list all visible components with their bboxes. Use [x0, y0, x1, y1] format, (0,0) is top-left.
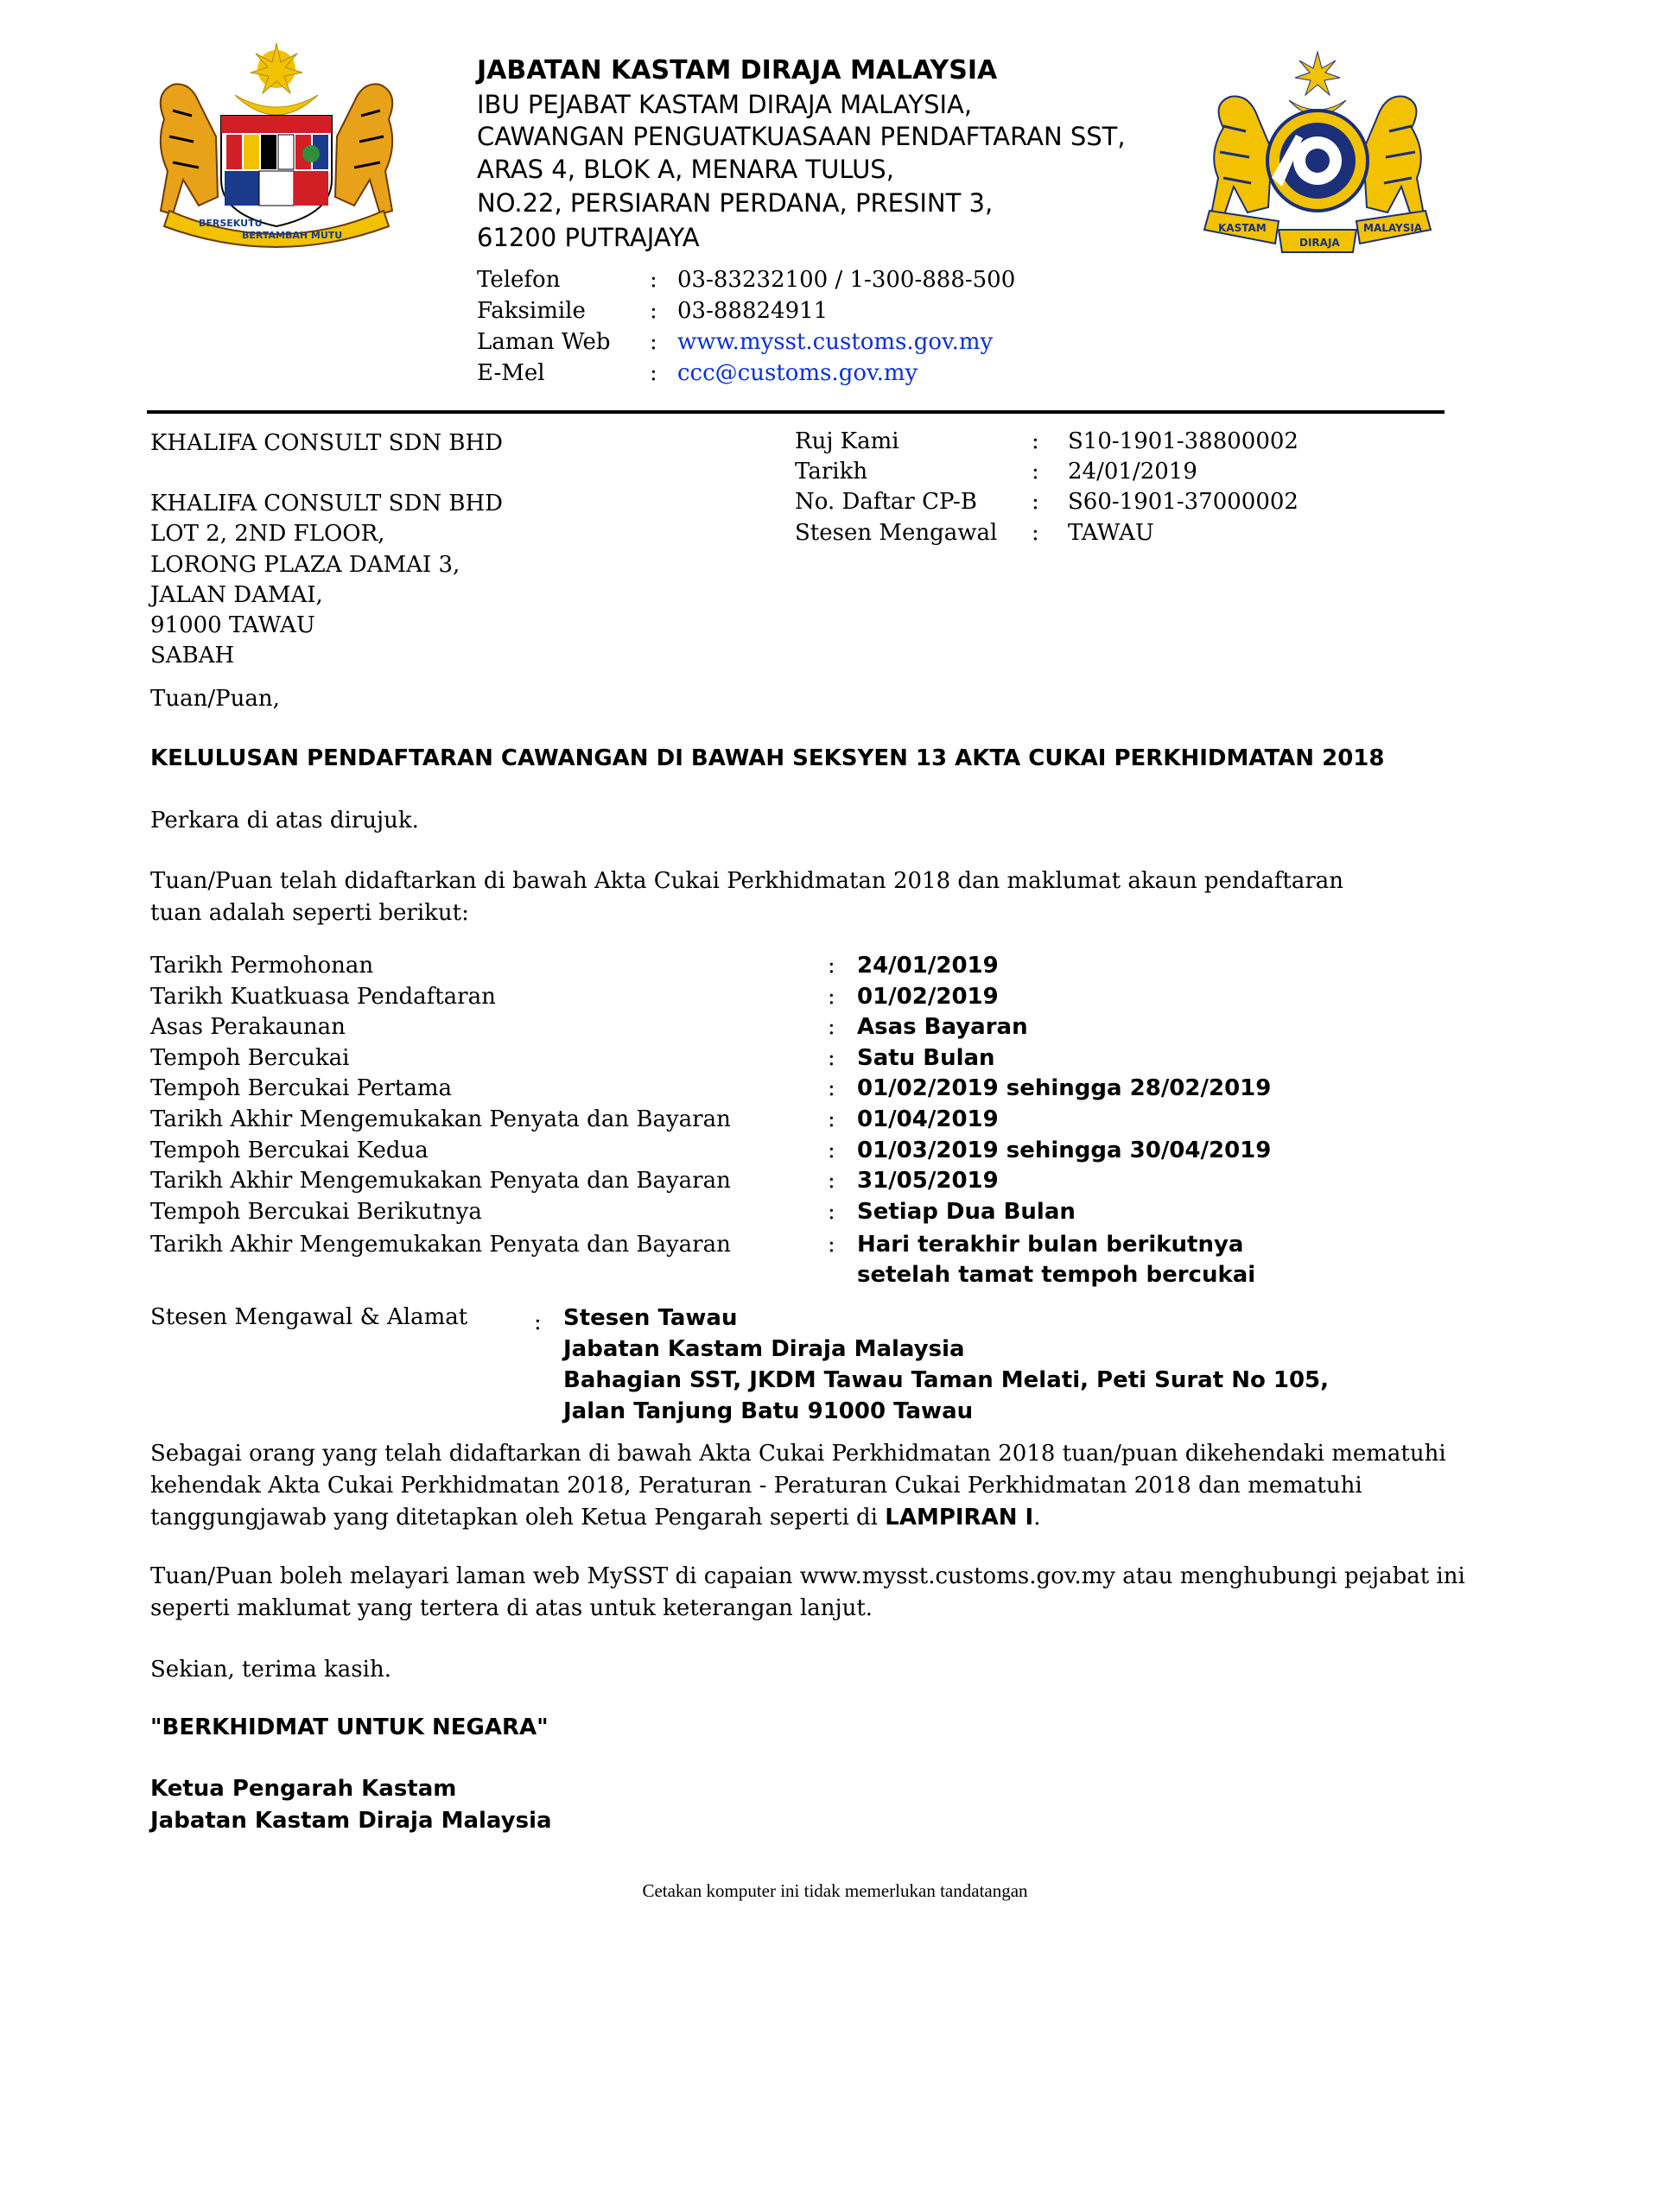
info-value: Satu Bulan	[857, 1045, 995, 1071]
info-separator: :	[828, 953, 835, 979]
info-separator: :	[828, 1045, 835, 1071]
station-address-line: Jalan Tanjung Batu 91000 Tawau	[563, 1398, 974, 1424]
info-value: 31/05/2019	[857, 1168, 999, 1194]
info-label: Tarikh Akhir Mengemukakan Penyata dan Bayaran	[150, 1232, 731, 1258]
svg-text:DIRAJA: DIRAJA	[1299, 237, 1340, 249]
info-value: 01/02/2019	[857, 984, 999, 1010]
station-separator: :	[534, 1309, 542, 1335]
info-value: Setiap Dua Bulan	[857, 1199, 1076, 1225]
info-label: Tarikh Akhir Mengemukakan Penyata dan Bayaran	[150, 1168, 731, 1194]
recipient-address-line: JALAN DAMAI,	[150, 582, 323, 608]
info-separator: :	[828, 1232, 835, 1258]
contact-label: Laman Web	[477, 329, 611, 355]
info-row-continuation	[150, 1259, 1360, 1290]
info-label: Asas Perakaunan	[150, 1014, 346, 1040]
closing: Sekian, terima kasih.	[150, 1657, 391, 1683]
reference-separator: :	[1032, 459, 1039, 485]
info-row	[150, 950, 1360, 981]
reference-value: 24/01/2019	[1068, 459, 1197, 485]
obligations-text: Sebagai orang yang telah didaftarkan di bawah Akta Cukai Perkhidmatan 2018 tuan/puan dikehendaki mematuhi kehendak Akta Cukai Perkhidmatan 2018, Peraturan - Peraturan Cukai Perkhidmatan 2018 dan mematuhi tanggungjawab yang ditetapkan oleh Ketua Pengarah seperti di	[150, 1441, 1446, 1531]
contact-separator: :	[650, 329, 657, 355]
info-label: Tarikh Akhir Mengemukakan Penyata dan Bayaran	[150, 1106, 731, 1132]
reference-value: TAWAU	[1068, 520, 1154, 546]
info-row	[150, 1135, 1360, 1166]
info-row	[150, 981, 1360, 1012]
reference-label: Tarikh	[795, 459, 868, 485]
reference-separator: :	[1032, 428, 1039, 454]
info-separator: :	[828, 1138, 835, 1163]
salutation: Tuan/Puan,	[150, 686, 280, 712]
info-row	[150, 1229, 1360, 1260]
info-separator: :	[828, 984, 835, 1010]
info-label: Tempoh Bercukai Kedua	[150, 1138, 429, 1163]
paragraph-mysst: Tuan/Puan boleh melayari laman web MySST di capaian www.mysst.customs.gov.my atau menghubungi pejabat ini seperti maklumat yang tertera di atas untuk keterangan lanjut.	[150, 1563, 1465, 1621]
paragraph-intro: Perkara di atas dirujuk.	[150, 808, 419, 833]
recipient-name: KHALIFA CONSULT SDN BHD	[150, 430, 503, 456]
info-row	[150, 1104, 1360, 1135]
info-separator: :	[828, 1168, 835, 1194]
obligations-end: .	[1033, 1505, 1041, 1531]
info-value: Asas Bayaran	[857, 1014, 1028, 1040]
reference-value: S60-1901-37000002	[1068, 489, 1299, 515]
header-address-line: NO.22, PERSIARAN PERDANA, PRESINT 3,	[477, 188, 994, 218]
svg-text:KASTAM: KASTAM	[1218, 222, 1267, 234]
footer-note: Cetakan komputer ini tidak memerlukan tandatangan	[642, 1880, 1028, 1901]
header-divider	[147, 410, 1445, 414]
reference-separator: :	[1032, 489, 1039, 515]
recipient-address-line: KHALIFA CONSULT SDN BHD	[150, 491, 503, 517]
kastam-diraja-malaysia-crest-icon	[1192, 48, 1443, 259]
info-row	[150, 1196, 1360, 1227]
svg-text:BERTAMBAH MUTU: BERTAMBAH MUTU	[242, 230, 343, 241]
paragraph-registration: Tuan/Puan telah didaftarkan di bawah Akta Cukai Perkhidmatan 2018 dan maklumat akaun pendaftaran tuan adalah seperti berikut:	[150, 868, 1344, 926]
station-label: Stesen Mengawal & Alamat	[150, 1304, 468, 1330]
info-row	[150, 1165, 1360, 1196]
signature-block	[150, 1773, 552, 1837]
info-label: Tempoh Bercukai Pertama	[150, 1075, 452, 1101]
reference-value: S10-1901-38800002	[1068, 428, 1299, 454]
station-address	[563, 1302, 1329, 1427]
info-value: 01/04/2019	[857, 1106, 999, 1132]
info-label: Tarikh Kuatkuasa Pendaftaran	[150, 984, 496, 1010]
info-value: setelah tamat tempoh bercukai	[857, 1262, 1256, 1288]
reference-label: Ruj Kami	[795, 428, 899, 454]
website-link[interactable]: www.mysst.customs.gov.my	[677, 329, 994, 355]
info-separator: :	[828, 1014, 835, 1040]
info-label: Tempoh Bercukai Berikutnya	[150, 1199, 482, 1225]
contact-label: E-Mel	[477, 360, 545, 386]
header-address-line: 61200 PUTRAJAYA	[477, 223, 700, 252]
motto: "BERKHIDMAT UNTUK NEGARA"	[150, 1714, 549, 1740]
paragraph-obligations	[150, 1438, 1498, 1534]
reference-separator: :	[1032, 520, 1039, 546]
contact-value: 03-88824911	[677, 298, 829, 324]
header-address-line: IBU PEJABAT KASTAM DIRAJA MALAYSIA,	[477, 90, 973, 119]
info-value: 01/02/2019 sehingga 28/02/2019	[857, 1075, 1272, 1101]
letter-subject: KELULUSAN PENDAFTARAN CAWANGAN DI BAWAH SEKSYEN 13 AKTA CUKAI PERKHIDMATAN 2018	[150, 745, 1385, 771]
info-value: 01/03/2019 sehingga 30/04/2019	[857, 1138, 1272, 1163]
malaysia-coat-of-arms-icon	[138, 41, 415, 249]
contact-label: Faksimile	[477, 298, 586, 324]
contact-label: Telefon	[477, 267, 561, 293]
reference-label: No. Daftar CP-B	[795, 489, 977, 515]
header-address-line: CAWANGAN PENGUATKUASAAN PENDAFTARAN SST,	[477, 122, 1126, 151]
signature-line: Ketua Pengarah Kastam	[150, 1776, 457, 1802]
lampiran-reference: LAMPIRAN I	[885, 1505, 1034, 1531]
department-title: JABATAN KASTAM DIRAJA MALAYSIA	[477, 55, 998, 86]
info-value: 24/01/2019	[857, 953, 999, 979]
reference-label: Stesen Mengawal	[795, 520, 998, 546]
station-address-line: Stesen Tawau	[563, 1305, 738, 1331]
info-row	[150, 1073, 1360, 1104]
info-separator: :	[828, 1106, 835, 1132]
info-separator: :	[828, 1075, 835, 1101]
info-row	[150, 1011, 1360, 1043]
contact-separator: :	[650, 298, 657, 324]
contact-separator: :	[650, 360, 657, 386]
info-row	[150, 1043, 1360, 1074]
info-label: Tarikh Permohonan	[150, 953, 374, 979]
recipient-address-line: LOT 2, 2ND FLOOR,	[150, 521, 385, 547]
recipient-address-line: LORONG PLAZA DAMAI 3,	[150, 552, 460, 578]
contact-separator: :	[650, 267, 657, 293]
header-address-line: ARAS 4, BLOK A, MENARA TULUS,	[477, 155, 894, 184]
info-label: Tempoh Bercukai	[150, 1045, 350, 1071]
email-link[interactable]: ccc@customs.gov.my	[677, 360, 918, 386]
info-value: Hari terakhir bulan berikutnya	[857, 1232, 1244, 1258]
info-separator: :	[828, 1199, 835, 1225]
contact-value: 03-83232100 / 1-300-888-500	[677, 267, 1016, 293]
station-address-line: Jabatan Kastam Diraja Malaysia	[563, 1336, 965, 1362]
svg-text:BERSEKUTU: BERSEKUTU	[199, 218, 263, 229]
recipient-address-line: SABAH	[150, 643, 235, 669]
recipient-address-line: 91000 TAWAU	[150, 612, 315, 638]
signature-line: Jabatan Kastam Diraja Malaysia	[150, 1808, 552, 1834]
svg-text:MALAYSIA: MALAYSIA	[1363, 222, 1423, 234]
station-address-line: Bahagian SST, JKDM Tawau Taman Melati, Peti Surat No 105,	[563, 1367, 1330, 1393]
